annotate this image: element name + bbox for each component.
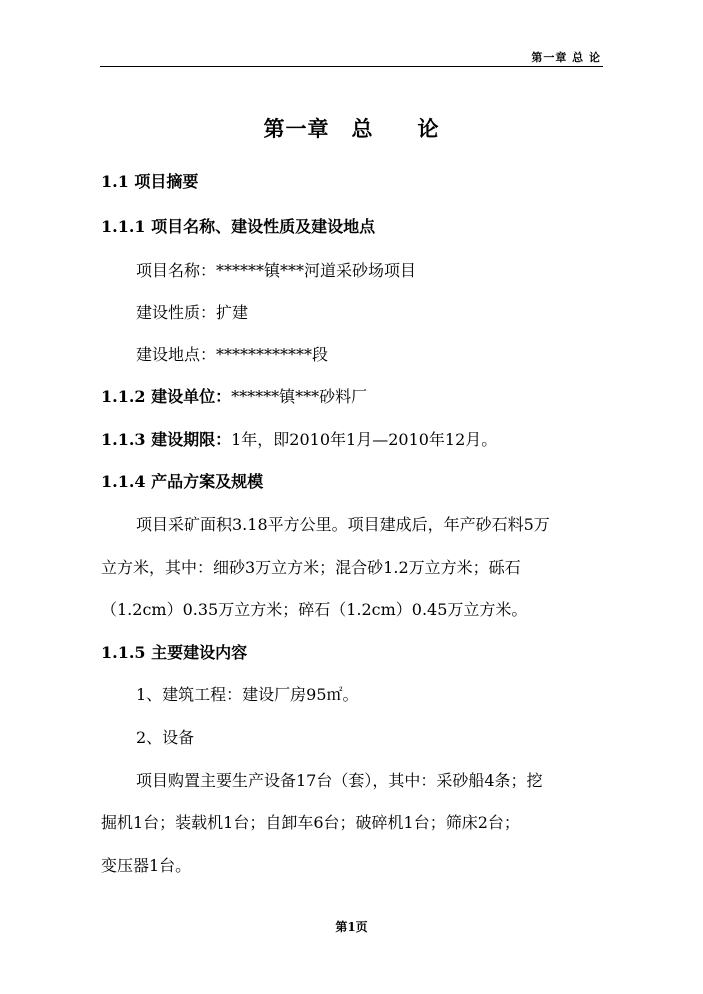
project-name: 项目名称：******镇***河道采砂场项目 — [136, 261, 417, 280]
construction-period-label: 1.1.3 建设期限： — [101, 430, 232, 449]
scale-line-3: （1.2cm）0.35万立方米；碎石（1.2cm）0.45万立方米。 — [101, 600, 528, 619]
construction-item-2: 2、设备 — [136, 728, 195, 747]
scale-line-1: 项目采矿面积3.18平方公里。项目建成后，年产砂石料5万 — [136, 515, 550, 534]
construction-unit — [101, 387, 603, 407]
construction-period-value: 1年，即2010年1月—2010年12月。 — [231, 430, 498, 449]
equipment-line-3: 变压器1台。 — [101, 856, 192, 875]
construction-nature: 建设性质：扩建 — [136, 303, 249, 322]
chapter-title: 第一章 总 论 — [263, 116, 440, 141]
construction-unit-label: 1.1.2 建设单位： — [101, 387, 232, 406]
scale-line-2: 立方米，其中：细砂3万立方米；混合砂1.2万立方米；砾石 — [101, 558, 521, 577]
section-1-1-heading: 1.1 项目摘要 — [101, 172, 199, 191]
section-1-1-1-heading: 1.1.1 项目名称、建设性质及建设地点 — [101, 217, 376, 236]
construction-unit-value: ******镇***砂料厂 — [231, 387, 368, 406]
section-1-1-4-heading: 1.1.4 产品方案及规模 — [101, 472, 264, 491]
running-header: 第一章 总 论 — [531, 51, 601, 64]
section-1-1-5-heading: 1.1.5 主要建设内容 — [101, 643, 248, 662]
construction-period — [101, 430, 603, 450]
equipment-line-1: 项目购置主要生产设备17台（套），其中：采砂船4条；挖 — [136, 771, 543, 790]
construction-location: 建设地点：************段 — [136, 345, 329, 364]
page-number: 第1页 — [335, 920, 368, 934]
header-rule — [100, 66, 603, 67]
construction-item-1: 1、建筑工程：建设厂房95㎡。 — [136, 685, 359, 704]
equipment-line-2: 掘机1台；装载机1台；自卸车6台；破碎机1台；筛床2台； — [101, 813, 520, 832]
